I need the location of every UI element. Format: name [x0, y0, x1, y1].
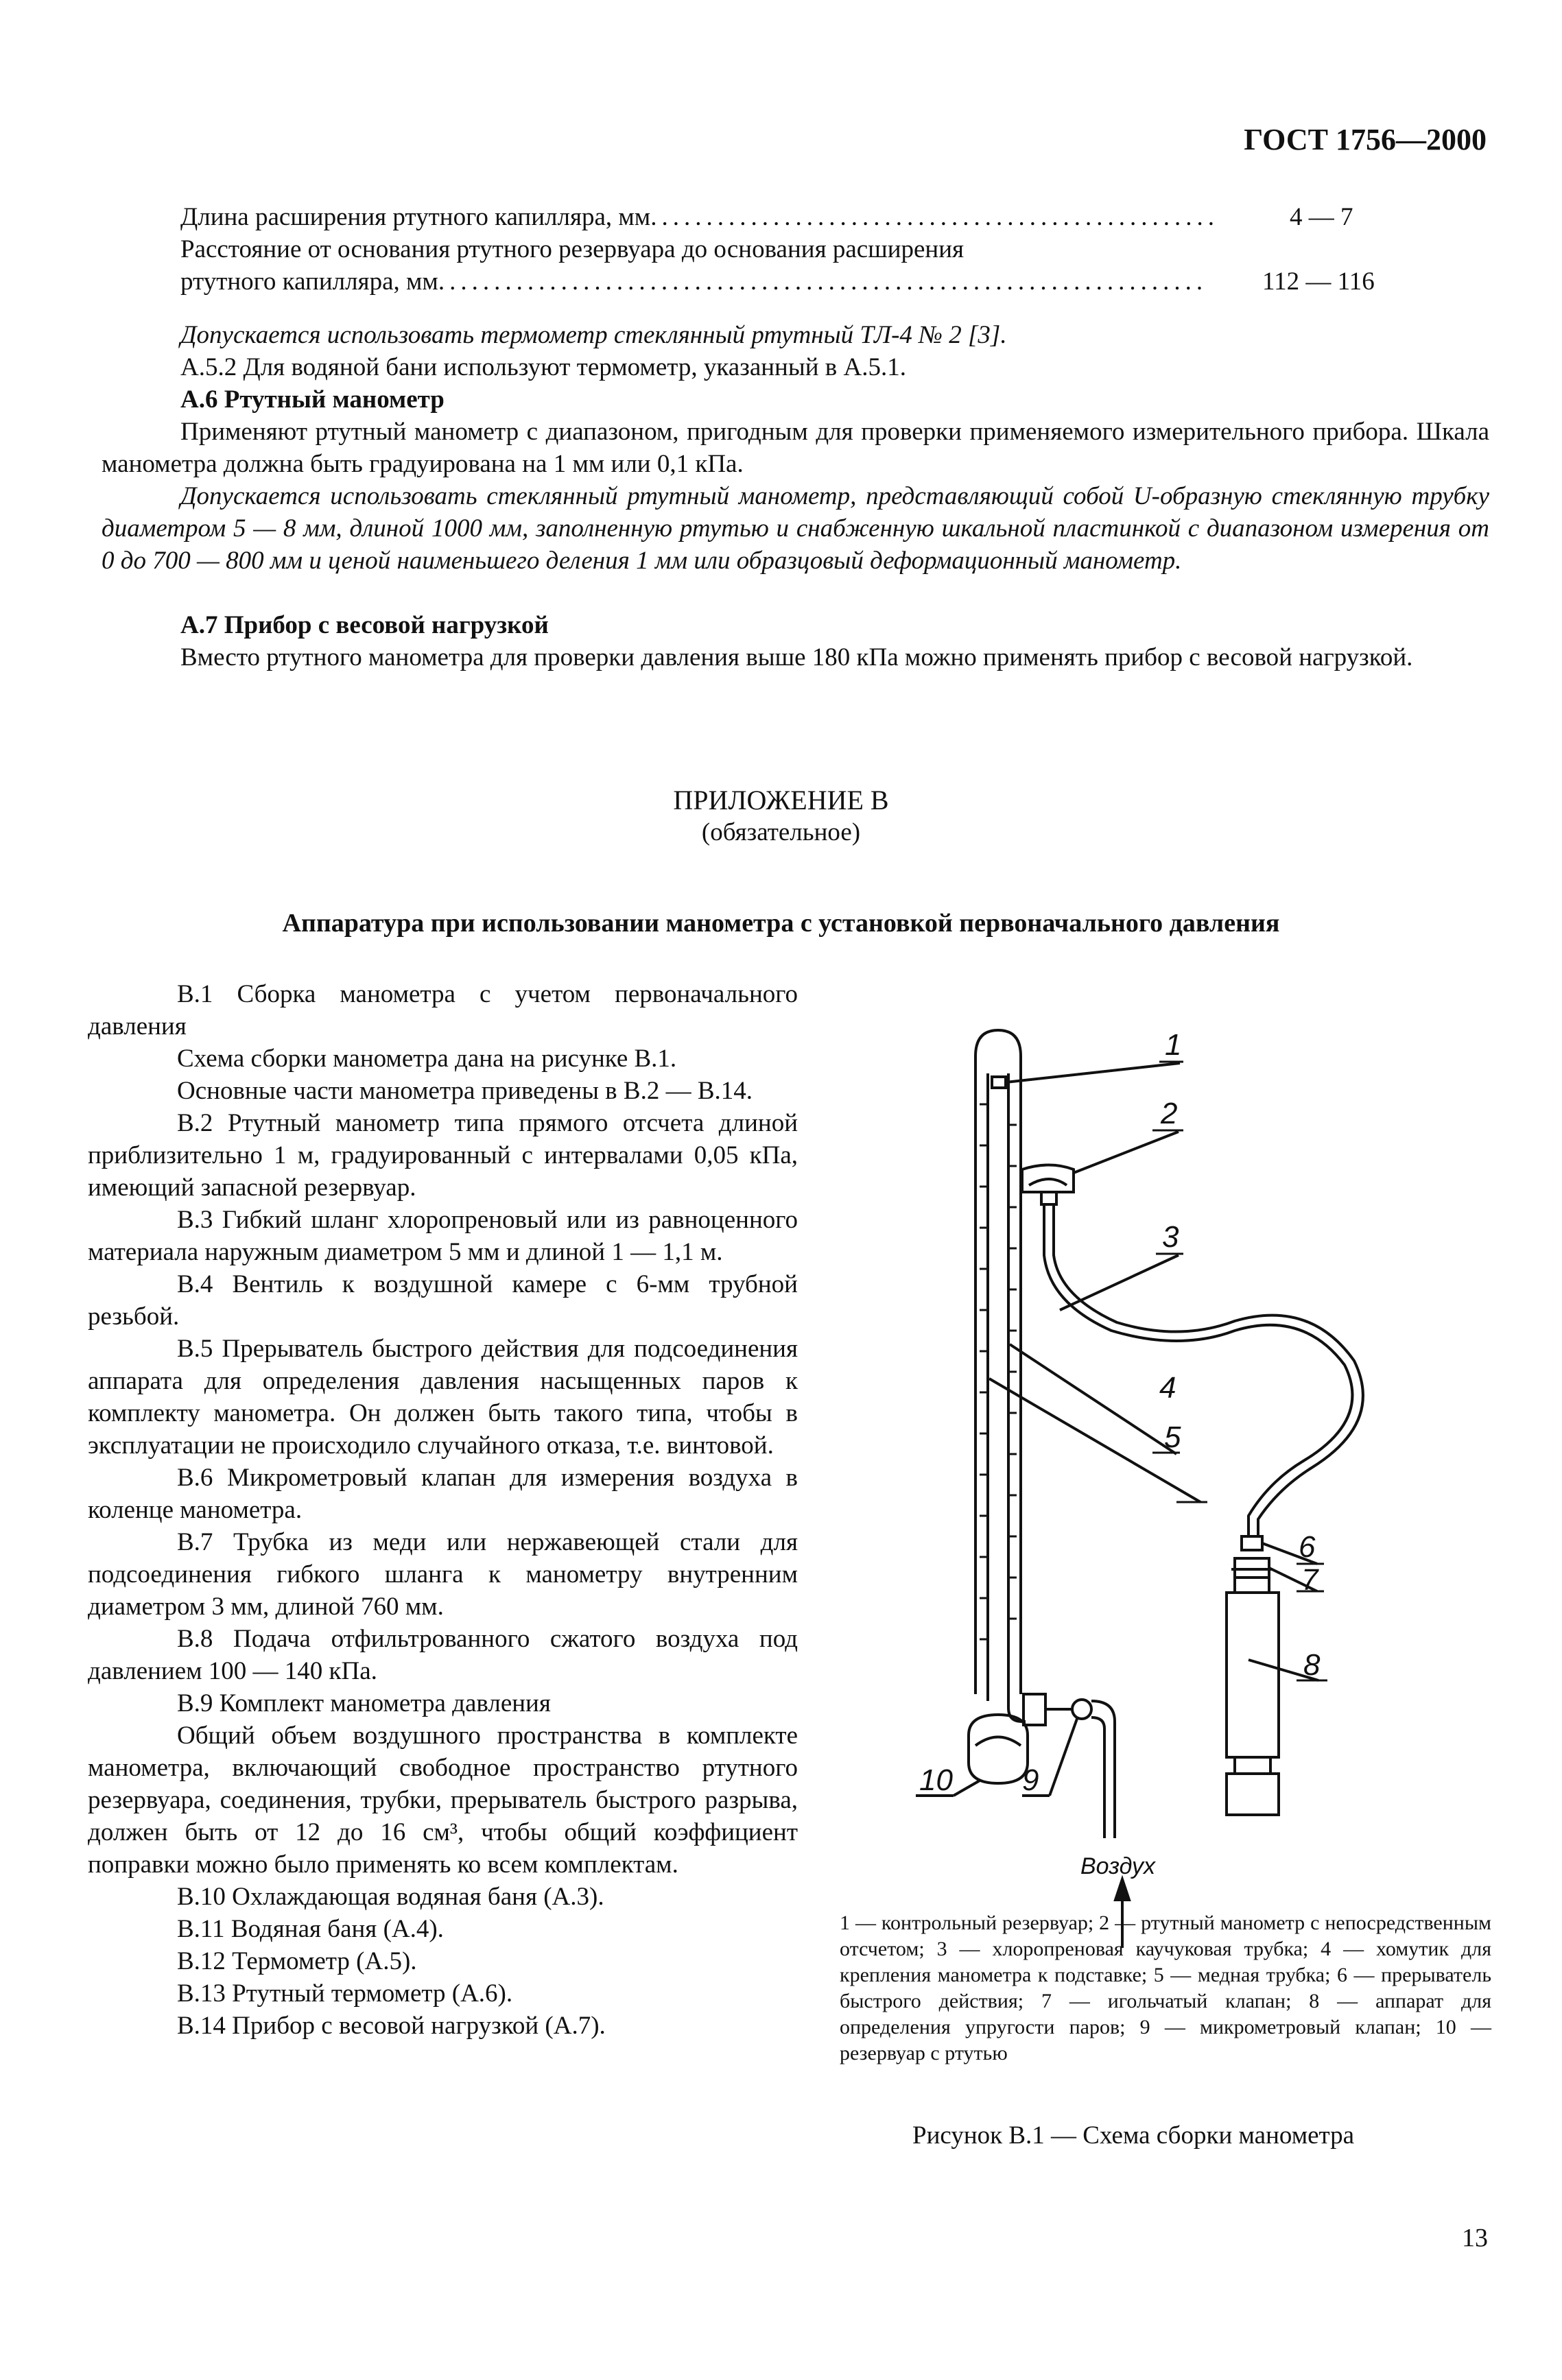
control-reservoir	[992, 1077, 1006, 1088]
spec-value: 4 — 7	[1290, 203, 1353, 231]
spec-label: Расстояние от основания ртутного резервуара до основания расширения	[180, 235, 965, 263]
vapour-pressure-apparatus	[1227, 1593, 1279, 1757]
list-item: В.4 Вентиль к воздушной камере с 6-мм трубной резьбой.	[88, 1270, 798, 1331]
list-item: В.11 Водяная баня (А.4).	[177, 1915, 444, 1943]
dot-leader: ...................................................	[650, 203, 1219, 231]
scale-ticks	[980, 1104, 1017, 1639]
clause-a52: А.5.2 Для водяной бани используют термометр, указанный в А.5.1.	[180, 353, 906, 381]
list-item: В.3 Гибкий шланг хлоропреновый или из равноценного материала наружным диаметром 5 мм и длиной 1 — 1,1 м.	[88, 1206, 798, 1266]
figure-legend: 1 — контрольный резервуар; 2 — ртутный манометр с непосредственным отсчетом; 3 — хлоропреновая каучуковая трубка; 4 — хомутик для крепления манометра к подставке; 5 — медная трубка; 6 — прерыватель быстрого действия; 7 — игольчатый клапан; 8 — аппарат для определения упругости паров; 9 — микрометровый клапан; 10 — резервуар с ртутью	[840, 1912, 1491, 2064]
list-item: В.1 Сборка манометра с учетом первоначального давления	[88, 980, 798, 1040]
dot-leader: .....................................................................	[438, 267, 1208, 296]
label-8: 8	[1303, 1648, 1321, 1682]
appendix-heading: Аппаратура при использовании манометра с установкой первоначального давления	[282, 909, 1280, 938]
rubber-hose-outer	[1044, 1204, 1352, 1536]
apparatus-list	[88, 978, 798, 2042]
spec-row	[180, 265, 1208, 298]
label-7: 7	[1301, 1563, 1318, 1597]
label-2: 2	[1161, 1097, 1178, 1130]
appendix-title: ПРИЛОЖЕНИЕ В	[673, 785, 889, 816]
note-thermometer: Допускается использовать термометр стеклянный ртутный ТЛ-4 № 2 [3].	[180, 321, 1007, 349]
page-number: 13	[1462, 2224, 1488, 2252]
list-item: В.2 Ртутный манометр типа прямого отсчета длиной приблизительно 1 м, градуированный с интервалами 0,05 кПа, имеющий запасной резервуар.	[88, 1109, 798, 1202]
spec-value: 112 — 116	[1262, 267, 1375, 296]
label-3: 3	[1162, 1220, 1179, 1254]
list-item: В.12 Термометр (А.5).	[177, 1947, 417, 1975]
list-item: В.14 Прибор с весовой нагрузкой (А.7).	[177, 2012, 606, 2040]
mercury-reservoir	[969, 1715, 1028, 1783]
list-item: В.9 Комплект манометра давления	[177, 1689, 551, 1717]
clause-a7-title: А.7 Прибор с весовой нагрузкой	[180, 611, 549, 639]
list-item: В.10 Охлаждающая водяная баня (А.3).	[177, 1883, 604, 1911]
list-item: В.13 Ртутный термометр (А.6).	[177, 1979, 513, 2008]
list-item: Общий объем воздушного пространства в комплекте манометра, включающий свободное пространство ртутного резервуара, соединения, трубки, прерыватель быстрого разрыва, должен быть от 12 до 16 см³, чтобы общий коэффициент поправки можно было применять ко всем комплектам.	[88, 1722, 798, 1879]
list-item: Схема сборки манометра дана на рисунке В.1.	[177, 1045, 677, 1073]
spec-label: Длина расширения ртутного капилляра, мм	[180, 203, 651, 231]
document-code: ГОСТ 1756—2000	[1244, 123, 1487, 156]
label-5: 5	[1164, 1420, 1181, 1454]
list-item: В.5 Прерыватель быстрого действия для подсоединения аппарата для определения давления насыщенных паров к комплекту манометра. Он должен быть такого типа, чтобы в эксплуатации не происходило случайного отказа, т.е. винтовой.	[88, 1335, 798, 1460]
manometer-assembly-diagram	[823, 1008, 1482, 1886]
clause-a6-note: Допускается использовать стеклянный ртутный манометр, представляющий собой U-образную стеклянную трубку диаметром 5 — 8 мм, длиной 1000 мм, заполненную ртутью и снабженную шкальной пластинкой с диапазоном измерения от 0 до 700 — 800 мм и ценой наименьшего деления 1 мм или образцовый деформационный манометр.	[102, 482, 1489, 575]
label-1: 1	[1165, 1028, 1182, 1062]
spec-row	[180, 233, 1155, 265]
list-item: В.7 Трубка из меди или нержавеющей стали для подсоединения гибкого шланга к манометру внутренним диаметром 3 мм, длиной 760 мм.	[88, 1528, 798, 1621]
spec-row	[180, 201, 1219, 233]
manometer-tube-outline	[975, 1030, 1021, 1694]
micrometer-valve	[1072, 1700, 1091, 1719]
label-4: 4	[1159, 1371, 1176, 1405]
list-item: В.6 Микрометровый клапан для измерения воздуха в коленце манометра.	[88, 1464, 798, 1524]
air-label: Воздух	[1080, 1853, 1156, 1879]
clause-a7-text: Вместо ртутного манометра для проверки давления выше 180 кПа можно применять прибор с весовой нагрузкой.	[180, 643, 1413, 671]
list-item: Основные части манометра приведены в В.2 — В.14.	[177, 1077, 753, 1105]
spec-label: ртутного капилляра, мм	[180, 267, 438, 296]
clause-a6-text: Применяют ртутный манометр с диапазоном, пригодным для проверки применяемого измерительного прибора. Шкала манометра должна быть градуирована на 1 мм или 0,1 кПа.	[102, 418, 1489, 478]
copper-tube-junction	[1023, 1694, 1045, 1725]
figure-labels	[919, 1028, 1327, 1879]
figure-title: Рисунок В.1 — Схема сборки манометра	[912, 2121, 1355, 2150]
list-item: В.8 Подача отфильтрованного сжатого воздуха под давлением 100 — 140 кПа.	[88, 1625, 798, 1685]
label-10: 10	[919, 1763, 953, 1797]
quick-disconnect	[1242, 1536, 1262, 1550]
appendix-subtitle: (обязательное)	[701, 818, 861, 846]
rubber-hose-inner	[1054, 1204, 1363, 1536]
label-6: 6	[1299, 1530, 1316, 1564]
clause-a6-title: А.6 Ртутный манометр	[180, 385, 445, 414]
label-9: 9	[1022, 1763, 1039, 1797]
